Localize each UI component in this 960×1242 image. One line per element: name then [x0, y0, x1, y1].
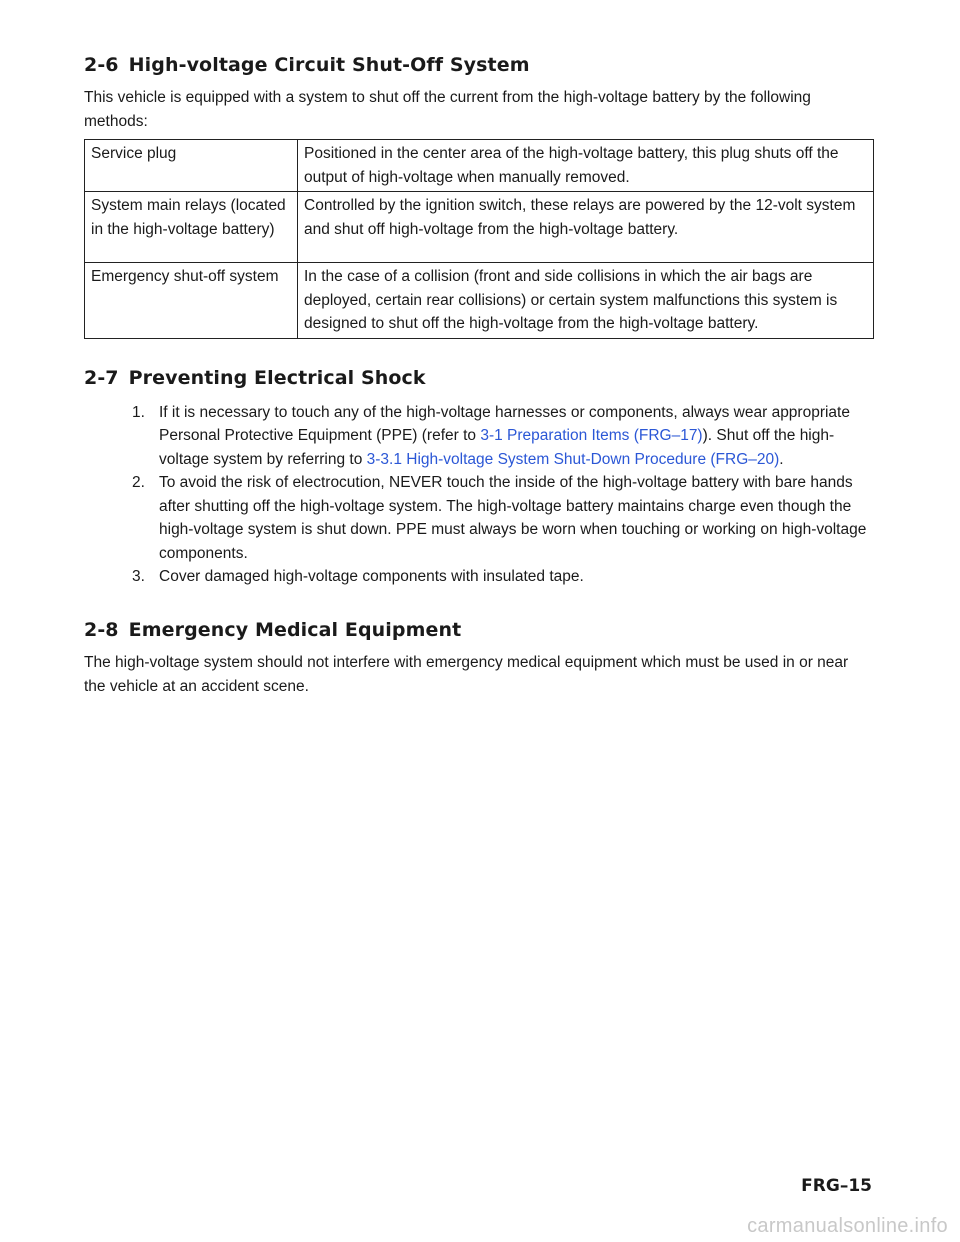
section-2-6 [84, 50, 874, 339]
method-name: Service plug [85, 140, 298, 192]
section-number: 2-8 [84, 618, 119, 641]
section-intro: This vehicle is equipped with a system to shut off the current from the high-voltage battery by the following methods: [84, 89, 811, 130]
section-title: High-voltage Circuit Shut-Off System [128, 54, 530, 76]
section-number: 2-7 [84, 366, 119, 389]
table-row [85, 192, 874, 263]
step-text: . [779, 450, 784, 468]
steps-list [84, 401, 874, 589]
shutoff-methods-table [84, 139, 874, 339]
table-row [85, 140, 874, 192]
preparation-items-link[interactable]: 3-1 Preparation Items (FRG–17) [480, 427, 703, 444]
step-number: 1. [132, 403, 145, 421]
watermark: carmanualsonline.info [747, 1215, 948, 1237]
section-body: The high-voltage system should not interfere with emergency medical equipment which must be used in or near the vehicle at an accident scene. [84, 653, 849, 695]
step-text: ). Shut off the high-voltage system by referring to [159, 427, 835, 468]
section-title: Emergency Medical Equipment [128, 618, 462, 641]
method-name: System main relays (located in the high-voltage battery) [85, 192, 298, 263]
method-description: In the case of a collision (front and side collisions in which the air bags are deployed, certain rear collisions) or certain system malfunctions this system is designed to shut off the high-voltage from the high-voltage battery. [298, 263, 874, 339]
section-title: Preventing Electrical Shock [128, 366, 426, 389]
list-item [84, 471, 874, 565]
shutdown-procedure-link[interactable]: 3-3.1 High-voltage System Shut-Down Procedure (FRG–20) [366, 450, 780, 468]
step-text: Cover damaged high-voltage components with insulated tape. [159, 568, 584, 585]
document-page [84, 50, 874, 699]
step-number: 2. [132, 474, 145, 491]
method-description: Positioned in the center area of the high-voltage battery, this plug shuts off the output of high-voltage when manually removed. [298, 140, 874, 192]
list-item [84, 401, 874, 472]
section-2-7 [84, 363, 874, 589]
step-text: If it is necessary to touch any of the high-voltage harnesses or components, always wear appropriate Personal Protective Equipment (PPE) (refer to [159, 403, 850, 444]
section-number: 2-6 [84, 54, 119, 76]
method-name: Emergency shut-off system [85, 263, 298, 339]
step-number: 3. [132, 568, 145, 585]
page-number: FRG–15 [801, 1176, 872, 1196]
step-text: To avoid the risk of electrocution, NEVER touch the inside of the high-voltage battery with bare hands after shutting off the high-voltage system. The high-voltage battery maintains charge even though the high-voltage system is shut down. PPE must always be worn when touching or working on high-voltage components. [159, 474, 867, 562]
section-heading [84, 363, 874, 393]
table-row [85, 263, 874, 339]
section-heading [84, 50, 874, 80]
section-heading [84, 615, 874, 645]
section-2-8 [84, 615, 874, 699]
list-item [84, 565, 874, 589]
method-description: Controlled by the ignition switch, these relays are powered by the 12-volt system and shut off high-voltage from the high-voltage battery. [298, 192, 874, 263]
